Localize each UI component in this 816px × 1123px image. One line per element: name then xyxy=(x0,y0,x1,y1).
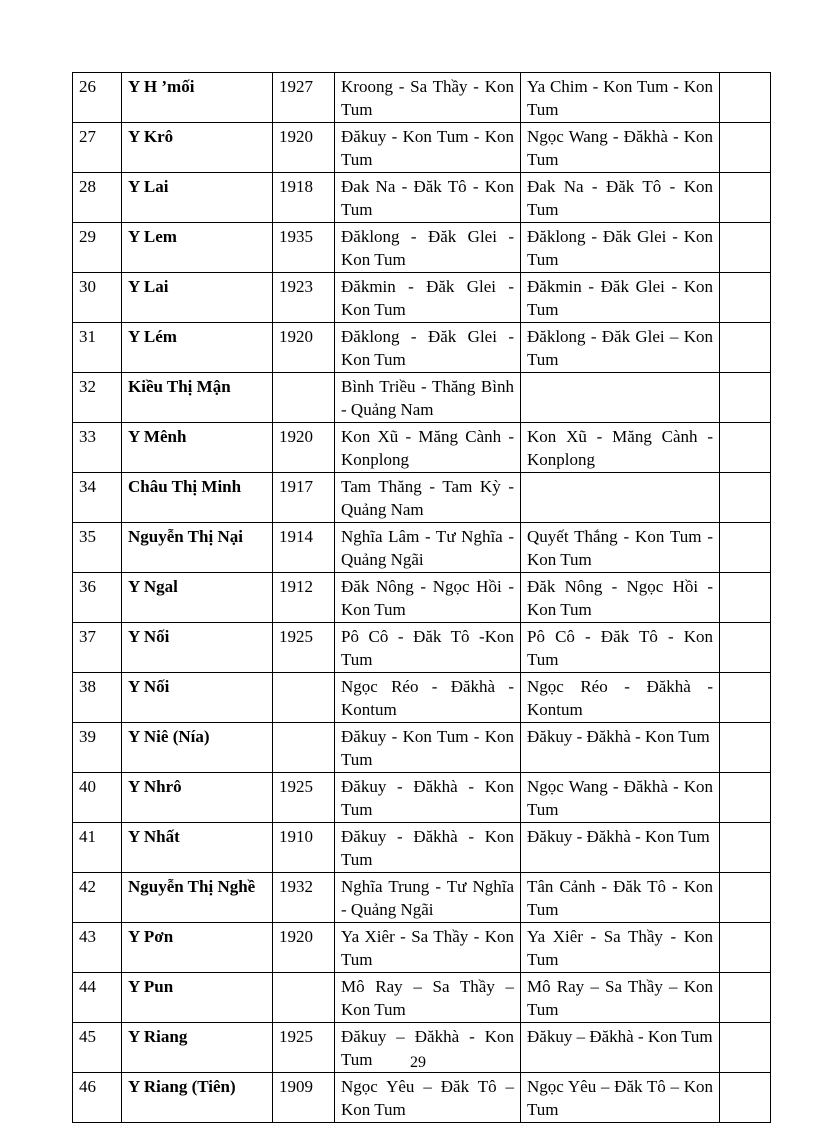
birthplace-cell: Đăk Nông - Ngọc Hồi - Kon Tum xyxy=(335,573,521,623)
person-name-cell: Y Nhrô xyxy=(122,773,273,823)
note-cell xyxy=(720,173,771,223)
birth-year-cell: 1920 xyxy=(273,923,335,973)
birth-year-cell: 1910 xyxy=(273,823,335,873)
birthplace-cell: Đak Na - Đăk Tô - Kon Tum xyxy=(335,173,521,223)
row-number-cell: 41 xyxy=(73,823,122,873)
row-number-cell: 33 xyxy=(73,423,122,473)
residence-cell xyxy=(521,373,720,423)
note-cell xyxy=(720,873,771,923)
birth-year-cell: 1925 xyxy=(273,773,335,823)
row-number-cell: 35 xyxy=(73,523,122,573)
residence-cell: Pô Cô - Đăk Tô - Kon Tum xyxy=(521,623,720,673)
residence-cell: Đăkmin - Đăk Glei - Kon Tum xyxy=(521,273,720,323)
birthplace-cell: Đăkuy - Đăkhà - Kon Tum xyxy=(335,773,521,823)
birthplace-cell: Bình Triều - Thăng Bình - Quảng Nam xyxy=(335,373,521,423)
row-number-cell: 37 xyxy=(73,623,122,673)
table-row xyxy=(73,1073,771,1123)
birth-year-cell: 1917 xyxy=(273,473,335,523)
note-cell xyxy=(720,573,771,623)
note-cell xyxy=(720,523,771,573)
residence-cell: Ngọc Wang - Đăkhà - Kon Tum xyxy=(521,123,720,173)
birthplace-cell: Đăkuy - Đăkhà - Kon Tum xyxy=(335,823,521,873)
person-name-cell: Y Krô xyxy=(122,123,273,173)
row-number-cell: 34 xyxy=(73,473,122,523)
note-cell xyxy=(720,323,771,373)
table-row xyxy=(73,973,771,1023)
row-number-cell: 44 xyxy=(73,973,122,1023)
birthplace-cell: Kroong - Sa Thầy - Kon Tum xyxy=(335,73,521,123)
birth-year-cell: 1920 xyxy=(273,323,335,373)
birth-year-cell: 1912 xyxy=(273,573,335,623)
table-row xyxy=(73,173,771,223)
note-cell xyxy=(720,273,771,323)
birth-year-cell xyxy=(273,673,335,723)
note-cell xyxy=(720,723,771,773)
residence-cell: Đăk Nông - Ngọc Hồi - Kon Tum xyxy=(521,573,720,623)
birthplace-cell: Đăkmin - Đăk Glei - Kon Tum xyxy=(335,273,521,323)
birthplace-cell: Đăkuy - Kon Tum - Kon Tum xyxy=(335,723,521,773)
person-name-cell: Y Nhất xyxy=(122,823,273,873)
birthplace-cell: Đăkuy – Đăkhà - Kon Tum xyxy=(335,1023,521,1073)
note-cell xyxy=(720,1073,771,1123)
person-name-cell: Y Niê (Nía) xyxy=(122,723,273,773)
row-number-cell: 28 xyxy=(73,173,122,223)
residence-cell: Ngọc Réo - Đăkhà - Kontum xyxy=(521,673,720,723)
person-name-cell: Kiều Thị Mận xyxy=(122,373,273,423)
birthplace-cell: Nghĩa Trung - Tư Nghĩa - Quảng Ngãi xyxy=(335,873,521,923)
person-name-cell: Y Pơn xyxy=(122,923,273,973)
residence-cell: Đăklong - Đăk Glei – Kon Tum xyxy=(521,323,720,373)
note-cell xyxy=(720,473,771,523)
birth-year-cell: 1914 xyxy=(273,523,335,573)
table-row xyxy=(73,373,771,423)
birth-year-cell: 1927 xyxy=(273,73,335,123)
table-row xyxy=(73,523,771,573)
note-cell xyxy=(720,373,771,423)
residence-cell: Quyết Thắng - Kon Tum - Kon Tum xyxy=(521,523,720,573)
table-row xyxy=(73,123,771,173)
row-number-cell: 46 xyxy=(73,1073,122,1123)
note-cell xyxy=(720,673,771,723)
note-cell xyxy=(720,923,771,973)
table-row xyxy=(73,473,771,523)
table-row xyxy=(73,723,771,773)
row-number-cell: 32 xyxy=(73,373,122,423)
row-number-cell: 36 xyxy=(73,573,122,623)
birthplace-cell: Ngọc Réo - Đăkhà - Kontum xyxy=(335,673,521,723)
person-name-cell: Y Riang (Tiên) xyxy=(122,1073,273,1123)
person-name-cell: Y Lai xyxy=(122,273,273,323)
person-name-cell: Y Lém xyxy=(122,323,273,373)
person-name-cell: Nguyễn Thị Nại xyxy=(122,523,273,573)
birth-year-cell: 1918 xyxy=(273,173,335,223)
note-cell xyxy=(720,773,771,823)
birth-year-cell: 1920 xyxy=(273,423,335,473)
person-name-cell: Y Nối xyxy=(122,673,273,723)
birth-year-cell xyxy=(273,373,335,423)
row-number-cell: 29 xyxy=(73,223,122,273)
table-row xyxy=(73,73,771,123)
table-row xyxy=(73,623,771,673)
table-row xyxy=(73,573,771,623)
person-name-cell: Nguyễn Thị Nghề xyxy=(122,873,273,923)
table-row xyxy=(73,923,771,973)
person-name-cell: Y Lai xyxy=(122,173,273,223)
row-number-cell: 30 xyxy=(73,273,122,323)
residence-cell: Ya Chim - Kon Tum - Kon Tum xyxy=(521,73,720,123)
records-table xyxy=(72,72,771,1123)
person-name-cell: Y Ngal xyxy=(122,573,273,623)
table-row xyxy=(73,673,771,723)
table-row xyxy=(73,423,771,473)
row-number-cell: 31 xyxy=(73,323,122,373)
row-number-cell: 39 xyxy=(73,723,122,773)
birthplace-cell: Mô Ray – Sa Thầy – Kon Tum xyxy=(335,973,521,1023)
note-cell xyxy=(720,123,771,173)
residence-cell: Mô Ray – Sa Thầy – Kon Tum xyxy=(521,973,720,1023)
birthplace-cell: Ya Xiêr - Sa Thầy - Kon Tum xyxy=(335,923,521,973)
residence-cell: Đăkuy - Đăkhà - Kon Tum xyxy=(521,823,720,873)
row-number-cell: 38 xyxy=(73,673,122,723)
person-name-cell: Y Pun xyxy=(122,973,273,1023)
row-number-cell: 27 xyxy=(73,123,122,173)
birth-year-cell xyxy=(273,973,335,1023)
birth-year-cell xyxy=(273,723,335,773)
residence-cell: Đak Na - Đăk Tô - Kon Tum xyxy=(521,173,720,223)
residence-cell: Ngọc Yêu – Đăk Tô – Kon Tum xyxy=(521,1073,720,1123)
row-number-cell: 42 xyxy=(73,873,122,923)
note-cell xyxy=(720,223,771,273)
birth-year-cell: 1920 xyxy=(273,123,335,173)
birthplace-cell: Đăklong - Đăk Glei - Kon Tum xyxy=(335,223,521,273)
document-page xyxy=(72,72,770,1123)
birth-year-cell: 1935 xyxy=(273,223,335,273)
residence-cell: Ngọc Wang - Đăkhà - Kon Tum xyxy=(521,773,720,823)
residence-cell: Đăkuy - Đăkhà - Kon Tum xyxy=(521,723,720,773)
birth-year-cell: 1923 xyxy=(273,273,335,323)
note-cell xyxy=(720,623,771,673)
person-name-cell: Y H ’mối xyxy=(122,73,273,123)
residence-cell: Ya Xiêr - Sa Thầy - Kon Tum xyxy=(521,923,720,973)
table-row xyxy=(73,873,771,923)
residence-cell: Tân Cảnh - Đăk Tô - Kon Tum xyxy=(521,873,720,923)
residence-cell: Đăklong - Đăk Glei - Kon Tum xyxy=(521,223,720,273)
note-cell xyxy=(720,973,771,1023)
row-number-cell: 40 xyxy=(73,773,122,823)
birthplace-cell: Kon Xũ - Măng Cành - Konplong xyxy=(335,423,521,473)
note-cell xyxy=(720,423,771,473)
person-name-cell: Y Riang xyxy=(122,1023,273,1073)
birth-year-cell: 1925 xyxy=(273,623,335,673)
page-number: 29 xyxy=(410,1054,426,1071)
row-number-cell: 26 xyxy=(73,73,122,123)
person-name-cell: Châu Thị Minh xyxy=(122,473,273,523)
table-row xyxy=(73,273,771,323)
birthplace-cell: Đăklong - Đăk Glei - Kon Tum xyxy=(335,323,521,373)
person-name-cell: Y Mênh xyxy=(122,423,273,473)
table-row xyxy=(73,223,771,273)
table-row xyxy=(73,823,771,873)
residence-cell xyxy=(521,473,720,523)
note-cell xyxy=(720,73,771,123)
person-name-cell: Y Lem xyxy=(122,223,273,273)
records-table-body xyxy=(73,73,771,1123)
person-name-cell: Y Nối xyxy=(122,623,273,673)
residence-cell: Đăkuy – Đăkhà - Kon Tum xyxy=(521,1023,720,1073)
birthplace-cell: Tam Thăng - Tam Kỳ - Quảng Nam xyxy=(335,473,521,523)
note-cell xyxy=(720,823,771,873)
birth-year-cell: 1932 xyxy=(273,873,335,923)
table-row xyxy=(73,773,771,823)
birthplace-cell: Nghĩa Lâm - Tư Nghĩa - Quảng Ngãi xyxy=(335,523,521,573)
birth-year-cell: 1925 xyxy=(273,1023,335,1073)
birthplace-cell: Ngọc Yêu – Đăk Tô – Kon Tum xyxy=(335,1073,521,1123)
residence-cell: Kon Xũ - Măng Cành - Konplong xyxy=(521,423,720,473)
birthplace-cell: Pô Cô - Đăk Tô -Kon Tum xyxy=(335,623,521,673)
table-row xyxy=(73,323,771,373)
birth-year-cell: 1909 xyxy=(273,1073,335,1123)
row-number-cell: 43 xyxy=(73,923,122,973)
birthplace-cell: Đăkuy - Kon Tum - Kon Tum xyxy=(335,123,521,173)
row-number-cell: 45 xyxy=(73,1023,122,1073)
